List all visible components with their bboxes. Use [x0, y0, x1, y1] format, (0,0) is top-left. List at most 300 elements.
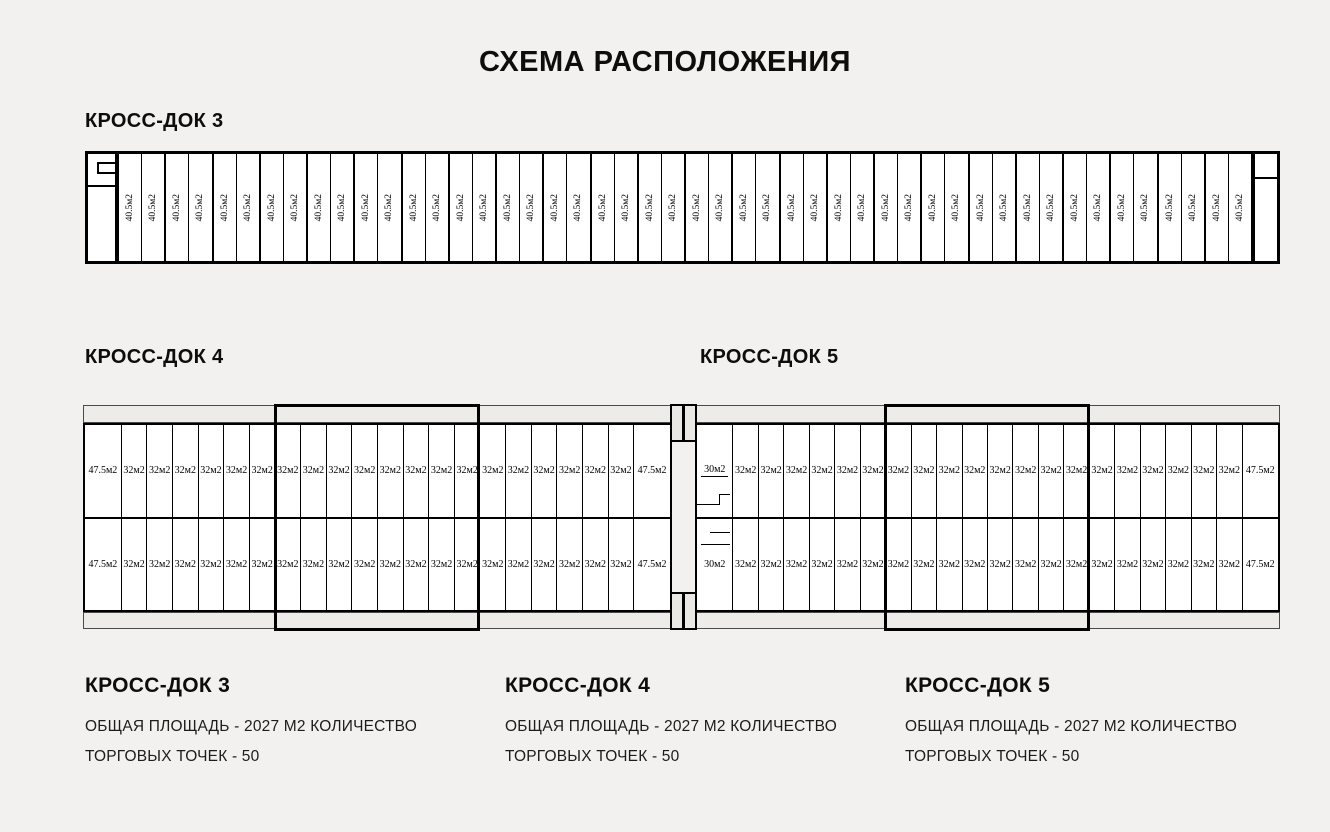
unit-cell [834, 425, 859, 517]
unit-cell [755, 154, 778, 261]
unit-cell [809, 519, 834, 611]
unit-cell [1089, 425, 1114, 517]
unit-cell [377, 519, 403, 611]
unit-area-label: 32м2 [938, 558, 960, 570]
unit-area-label: 32м2 [610, 558, 632, 570]
unit-cell [1063, 519, 1088, 611]
unit-cell [697, 425, 732, 517]
unit-area-label: 32м2 [913, 558, 935, 570]
unit-cell [556, 519, 582, 611]
unit-cell [779, 154, 803, 261]
unit-cell [330, 154, 353, 261]
unit-cell [117, 154, 141, 261]
unit-area-label: 32м2 [887, 465, 910, 477]
unit-cell [274, 519, 300, 611]
dock3-plan [85, 151, 1280, 264]
unit-area-label: 32м2 [225, 465, 248, 477]
unit-cell [614, 154, 637, 261]
unit-cell [274, 425, 300, 517]
unit-cell [351, 519, 377, 611]
unit-cell [1228, 154, 1251, 261]
unit-cell [531, 519, 557, 611]
unit-cell [223, 425, 249, 517]
dock4-row-2 [85, 517, 670, 611]
unit-cell [936, 519, 961, 611]
unit-cell [633, 425, 670, 517]
unit-area-label: 32м2 [251, 558, 273, 570]
unit-area-label: 32м2 [836, 465, 859, 477]
unit-area-label: 47.5м2 [1245, 465, 1275, 477]
unit-cell [326, 425, 352, 517]
unit-area-label: 32м2 [785, 465, 808, 477]
unit-area-label: 40.5м2 [361, 193, 372, 222]
unit-area-label: 32м2 [785, 558, 808, 570]
unit-cell [198, 519, 224, 611]
unit-area-label: 40.5м2 [172, 193, 183, 222]
unit-area-label: 32м2 [1091, 558, 1113, 570]
legend-text-line: ОБЩАЯ ПЛОЩАДЬ - 2027 М2 КОЛИЧЕСТВО [85, 718, 417, 735]
unit-cell [1062, 154, 1086, 261]
legend-dock3 [85, 674, 485, 772]
unit-area-label: 32м2 [148, 558, 171, 570]
unit-cell [962, 425, 987, 517]
unit-area-label: 32м2 [862, 465, 884, 477]
dock5-grid [695, 423, 1280, 612]
unit-area-label: 32м2 [225, 558, 248, 570]
dock5-heading: КРОСС-ДОК 5 [700, 346, 839, 368]
unit-area-label: 32м2 [584, 558, 606, 570]
unit-area-label: 32м2 [482, 558, 504, 570]
unit-cell [637, 154, 661, 261]
unit-cell [936, 425, 961, 517]
unit-area-label: 32м2 [558, 558, 581, 570]
unit-area-label: 40.5м2 [219, 193, 230, 222]
unit-cell [582, 519, 608, 611]
unit-area-label: 40.5м2 [692, 193, 703, 222]
unit-cell [505, 519, 531, 611]
unit-cell [608, 425, 634, 517]
unit-cell [582, 425, 608, 517]
legend-dock5 [905, 674, 1305, 772]
unit-area-label: 32м2 [302, 465, 325, 477]
unit-area-label: 40.5м2 [573, 193, 584, 222]
unit-area-label: 32м2 [353, 558, 376, 570]
unit-area-label: 32м2 [507, 465, 530, 477]
unit-area-label: 32м2 [174, 558, 196, 570]
unit-area-label: 32м2 [328, 465, 350, 477]
unit-cell [505, 425, 531, 517]
unit-area-label: 40.5м2 [975, 193, 986, 222]
unit-cell [531, 425, 557, 517]
unit-cell [223, 519, 249, 611]
unit-area-label: 32м2 [174, 465, 196, 477]
dock5-row-1 [697, 425, 1278, 517]
unit-area-label: 40.5м2 [337, 193, 348, 222]
dock4-canopy-top [83, 405, 672, 423]
wall-line [1255, 177, 1277, 179]
unit-cell [834, 519, 859, 611]
unit-cell [1086, 154, 1109, 261]
unit-area-label: 32м2 [1218, 558, 1240, 570]
unit-area-label: 32м2 [533, 465, 555, 477]
unit-cell [897, 154, 920, 261]
unit-area-label: 30м2 [704, 558, 726, 570]
unit-cell [403, 519, 429, 611]
unit-area-label: 32м2 [1218, 465, 1240, 477]
unit-cell [249, 519, 275, 611]
unit-cell [425, 154, 448, 261]
unit-cell [1157, 154, 1181, 261]
unit-area-label: 32м2 [862, 558, 884, 570]
unit-area-label: 32м2 [1065, 465, 1088, 477]
unit-area-label: 40.5м2 [620, 193, 631, 222]
unit-area-label: 32м2 [760, 558, 782, 570]
unit-area-label: 32м2 [913, 465, 935, 477]
unit-cell [353, 154, 377, 261]
unit-cell [1012, 519, 1037, 611]
unit-area-label: 47.5м2 [637, 558, 667, 570]
unit-area-label: 32м2 [735, 558, 757, 570]
unit-area-label: 32м2 [328, 558, 350, 570]
unit-area-label: 32м2 [1142, 558, 1164, 570]
unit-area-label: 32м2 [430, 465, 453, 477]
unit-cell [377, 425, 403, 517]
unit-cell [1133, 154, 1156, 261]
unit-area-label: 40.5м2 [408, 193, 419, 222]
unit-area-label: 32м2 [379, 558, 401, 570]
unit-cell [249, 425, 275, 517]
dock4-grid [83, 423, 672, 612]
unit-cell [783, 425, 808, 517]
dock3-heading: КРОСС-ДОК 3 [85, 110, 224, 132]
unit-area-label: 40.5м2 [550, 193, 561, 222]
unit-area-label: 40.5м2 [242, 193, 253, 222]
unit-cell [1063, 425, 1088, 517]
connector-passage-bottom [670, 592, 697, 630]
unit-cell [146, 425, 172, 517]
unit-cell [1109, 154, 1133, 261]
unit-cell [860, 519, 885, 611]
unit-cell [803, 154, 826, 261]
unit-cell [911, 519, 936, 611]
unit-area-label: 32м2 [1040, 558, 1062, 570]
legend-heading: КРОСС-ДОК 4 [505, 674, 651, 697]
unit-area-label: 32м2 [1116, 465, 1139, 477]
unit-cell [987, 519, 1012, 611]
unit-cell [519, 154, 542, 261]
page-title: СХЕМА РАСПОЛОЖЕНИЯ [478, 46, 852, 78]
unit-area-label: 40.5м2 [148, 193, 159, 222]
unit-cell [401, 154, 425, 261]
unit-area-label: 32м2 [610, 465, 632, 477]
dock4-plan [83, 405, 672, 629]
unit-area-label: 32м2 [1040, 465, 1062, 477]
unit-area-label: 32м2 [277, 465, 299, 477]
unit-cell [826, 154, 850, 261]
unit-cell [1216, 519, 1241, 611]
unit-cell [697, 519, 732, 611]
unit-cell [1242, 425, 1278, 517]
unit-cell [454, 519, 480, 611]
unit-cell [731, 154, 755, 261]
unit-cell [300, 425, 326, 517]
unit-area-label: 32м2 [989, 465, 1011, 477]
wall-line [88, 185, 115, 187]
unit-area-label: 32м2 [456, 465, 478, 477]
unit-area-label: 32м2 [1193, 465, 1215, 477]
unit-cell [873, 154, 897, 261]
unit-cell [556, 425, 582, 517]
unit-area-label: 32м2 [507, 558, 530, 570]
unit-cell [1140, 425, 1165, 517]
unit-cell [326, 519, 352, 611]
unit-cell [212, 154, 236, 261]
legend-text-line: ОБЩАЯ ПЛОЩАДЬ - 2027 М2 КОЛИЧЕСТВО [905, 718, 1237, 735]
unit-area-label: 47.5м2 [637, 465, 667, 477]
unit-area-label: 40.5м2 [597, 193, 608, 222]
dock5-canopy-bottom [695, 612, 1280, 629]
unit-area-label: 32м2 [1091, 465, 1113, 477]
unit-area-label: 40.5м2 [904, 193, 915, 222]
unit-area-label: 40.5м2 [266, 193, 277, 222]
unit-cell [1012, 425, 1037, 517]
unit-cell [992, 154, 1015, 261]
unit-area-label: 40.5м2 [1117, 193, 1128, 222]
unit-area-label: 32м2 [811, 465, 833, 477]
unit-cell [885, 425, 910, 517]
unit-area-label: 40.5м2 [715, 193, 726, 222]
unit-cell [259, 154, 283, 261]
unit-cell [198, 425, 224, 517]
unit-cell [1204, 154, 1228, 261]
unit-cell [850, 154, 873, 261]
unit-area-label: 32м2 [430, 558, 453, 570]
unit-cell [377, 154, 400, 261]
unit-area-label: 40.5м2 [289, 193, 300, 222]
unit-area-label: 32м2 [989, 558, 1011, 570]
unit-area-label: 47.5м2 [1245, 558, 1275, 570]
unit-cell [428, 425, 454, 517]
unit-area-label: 32м2 [1065, 558, 1088, 570]
dock3-right-stairwell [1251, 154, 1277, 261]
unit-area-label: 32м2 [887, 558, 910, 570]
unit-cell [542, 154, 566, 261]
unit-area-label: 32м2 [200, 465, 222, 477]
dock5-row-2 [697, 517, 1278, 611]
unit-area-label: 32м2 [533, 558, 555, 570]
unit-cell [306, 154, 330, 261]
unit-cell [962, 519, 987, 611]
dock3-units [117, 154, 1251, 261]
unit-cell [146, 519, 172, 611]
stair-line [97, 172, 115, 174]
unit-cell [944, 154, 967, 261]
unit-area-label: 40.5м2 [1022, 193, 1033, 222]
unit-area-label: 40.5м2 [951, 193, 962, 222]
unit-area-label: 40.5м2 [667, 193, 678, 222]
unit-area-label: 40.5м2 [1234, 193, 1245, 222]
unit-cell [608, 519, 634, 611]
unit-area-label: 32м2 [1167, 465, 1190, 477]
unit-cell [860, 425, 885, 517]
unit-area-label: 32м2 [964, 558, 986, 570]
unit-cell [633, 519, 670, 611]
unit-cell [141, 154, 164, 261]
unit-area-label: 40.5м2 [762, 193, 773, 222]
legend-text-line: ТОРГОВЫХ ТОЧЕК - 50 [85, 748, 260, 765]
unit-cell [708, 154, 731, 261]
legend-dock4 [505, 674, 905, 772]
unit-cell [121, 519, 147, 611]
passage-wall [670, 404, 684, 442]
unit-cell [684, 154, 708, 261]
unit-area-label: 40.5м2 [1140, 193, 1151, 222]
unit-cell [1191, 425, 1216, 517]
unit-area-label: 32м2 [1015, 465, 1037, 477]
unit-area-label: 32м2 [482, 465, 504, 477]
unit-area-label: 40.5м2 [431, 193, 442, 222]
unit-area-label: 40.5м2 [1187, 193, 1198, 222]
unit-area-label: 32м2 [1142, 465, 1164, 477]
unit-area-label: 32м2 [405, 465, 427, 477]
unit-area-label: 32м2 [302, 558, 325, 570]
unit-area-label: 47.5м2 [88, 558, 118, 570]
passage-wall [684, 404, 697, 442]
unit-area-label: 40.5м2 [786, 193, 797, 222]
unit-area-label: 40.5м2 [503, 193, 514, 222]
dock4-canopy-bottom [83, 612, 672, 629]
unit-cell [172, 519, 198, 611]
unit-cell [121, 425, 147, 517]
unit-cell [448, 154, 472, 261]
legend-text-line: ТОРГОВЫХ ТОЧЕК - 50 [905, 748, 1080, 765]
unit-cell [164, 154, 188, 261]
unit-cell [472, 154, 495, 261]
unit-area-label: 32м2 [1167, 558, 1190, 570]
unit-cell [172, 425, 198, 517]
unit-cell [1038, 425, 1063, 517]
legend-heading: КРОСС-ДОК 5 [905, 674, 1051, 697]
unit-cell [661, 154, 684, 261]
unit-cell [454, 425, 480, 517]
unit-cell [1039, 154, 1062, 261]
connector-passage-top [670, 404, 697, 442]
unit-cell [566, 154, 589, 261]
unit-area-label: 30м2 [701, 464, 728, 477]
unit-area-label: 32м2 [964, 465, 986, 477]
legend-text-line: ТОРГОВЫХ ТОЧЕК - 50 [505, 748, 680, 765]
unit-area-label: 40.5м2 [1164, 193, 1175, 222]
unit-cell [1165, 519, 1190, 611]
unit-cell [403, 425, 429, 517]
unit-area-label: 32м2 [938, 465, 960, 477]
unit-area-label: 40.5м2 [644, 193, 655, 222]
unit-area-label: 32м2 [379, 465, 401, 477]
unit-cell [911, 425, 936, 517]
unit-area-label: 32м2 [456, 558, 478, 570]
unit-area-label: 40.5м2 [384, 193, 395, 222]
unit-area-label: 32м2 [251, 465, 273, 477]
legend-text-line: ОБЩАЯ ПЛОЩАДЬ - 2027 М2 КОЛИЧЕСТВО [505, 718, 837, 735]
unit-cell [428, 519, 454, 611]
unit-cell [283, 154, 306, 261]
unit-cell [783, 519, 808, 611]
unit-area-label: 32м2 [811, 558, 833, 570]
stair-line [97, 162, 99, 173]
unit-area-label: 32м2 [148, 465, 171, 477]
unit-area-label: 32м2 [836, 558, 859, 570]
unit-cell [1114, 425, 1139, 517]
passage-wall [670, 592, 684, 630]
unit-cell [479, 425, 505, 517]
unit-cell [920, 154, 944, 261]
unit-area-label: 40.5м2 [833, 193, 844, 222]
unit-cell [85, 519, 121, 611]
unit-area-label: 32м2 [277, 558, 299, 570]
unit-area-label: 32м2 [558, 465, 581, 477]
unit-cell [1089, 519, 1114, 611]
unit-cell [732, 519, 757, 611]
unit-area-label: 40.5м2 [125, 193, 136, 222]
unit-cell [758, 425, 783, 517]
unit-area-label: 32м2 [1015, 558, 1037, 570]
unit-cell [236, 154, 259, 261]
unit-cell [987, 425, 1012, 517]
unit-cell [1216, 425, 1241, 517]
unit-cell [732, 425, 757, 517]
unit-area-label: 40.5м2 [856, 193, 867, 222]
unit-area-label: 32м2 [405, 558, 427, 570]
unit-cell [1114, 519, 1139, 611]
passage-wall [684, 592, 697, 630]
unit-area-label: 40.5м2 [478, 193, 489, 222]
stair-line [97, 162, 115, 164]
unit-area-label: 40.5м2 [1211, 193, 1222, 222]
unit-cell [968, 154, 992, 261]
legend-heading: КРОСС-ДОК 3 [85, 674, 231, 697]
dock4-row-1 [85, 425, 670, 517]
unit-area-label: 32м2 [584, 465, 606, 477]
unit-cell [1242, 519, 1278, 611]
unit-area-label: 40.5м2 [739, 193, 750, 222]
unit-cell [188, 154, 211, 261]
unit-area-label: 40.5м2 [314, 193, 325, 222]
dock4-heading: КРОСС-ДОК 4 [85, 346, 224, 368]
unit-cell [809, 425, 834, 517]
unit-cell [1181, 154, 1204, 261]
unit-cell [1038, 519, 1063, 611]
unit-area-label: 32м2 [200, 558, 222, 570]
unit-area-label: 32м2 [1116, 558, 1139, 570]
unit-area-label: 40.5м2 [455, 193, 466, 222]
unit-area-label: 32м2 [760, 465, 782, 477]
unit-cell [300, 519, 326, 611]
unit-cell [1015, 154, 1039, 261]
unit-area-label: 47.5м2 [88, 465, 118, 477]
unit-area-label: 40.5м2 [928, 193, 939, 222]
unit-cell [479, 519, 505, 611]
unit-cell [1165, 425, 1190, 517]
unit-area-label: 32м2 [123, 465, 145, 477]
unit-cell [590, 154, 614, 261]
unit-area-label: 40.5м2 [526, 193, 537, 222]
dock5-canopy-top [695, 405, 1280, 423]
unit-area-label: 40.5м2 [1093, 193, 1104, 222]
unit-area-label: 40.5м2 [998, 193, 1009, 222]
unit-cell [495, 154, 519, 261]
unit-area-label: 40.5м2 [1070, 193, 1081, 222]
unit-cell [351, 425, 377, 517]
